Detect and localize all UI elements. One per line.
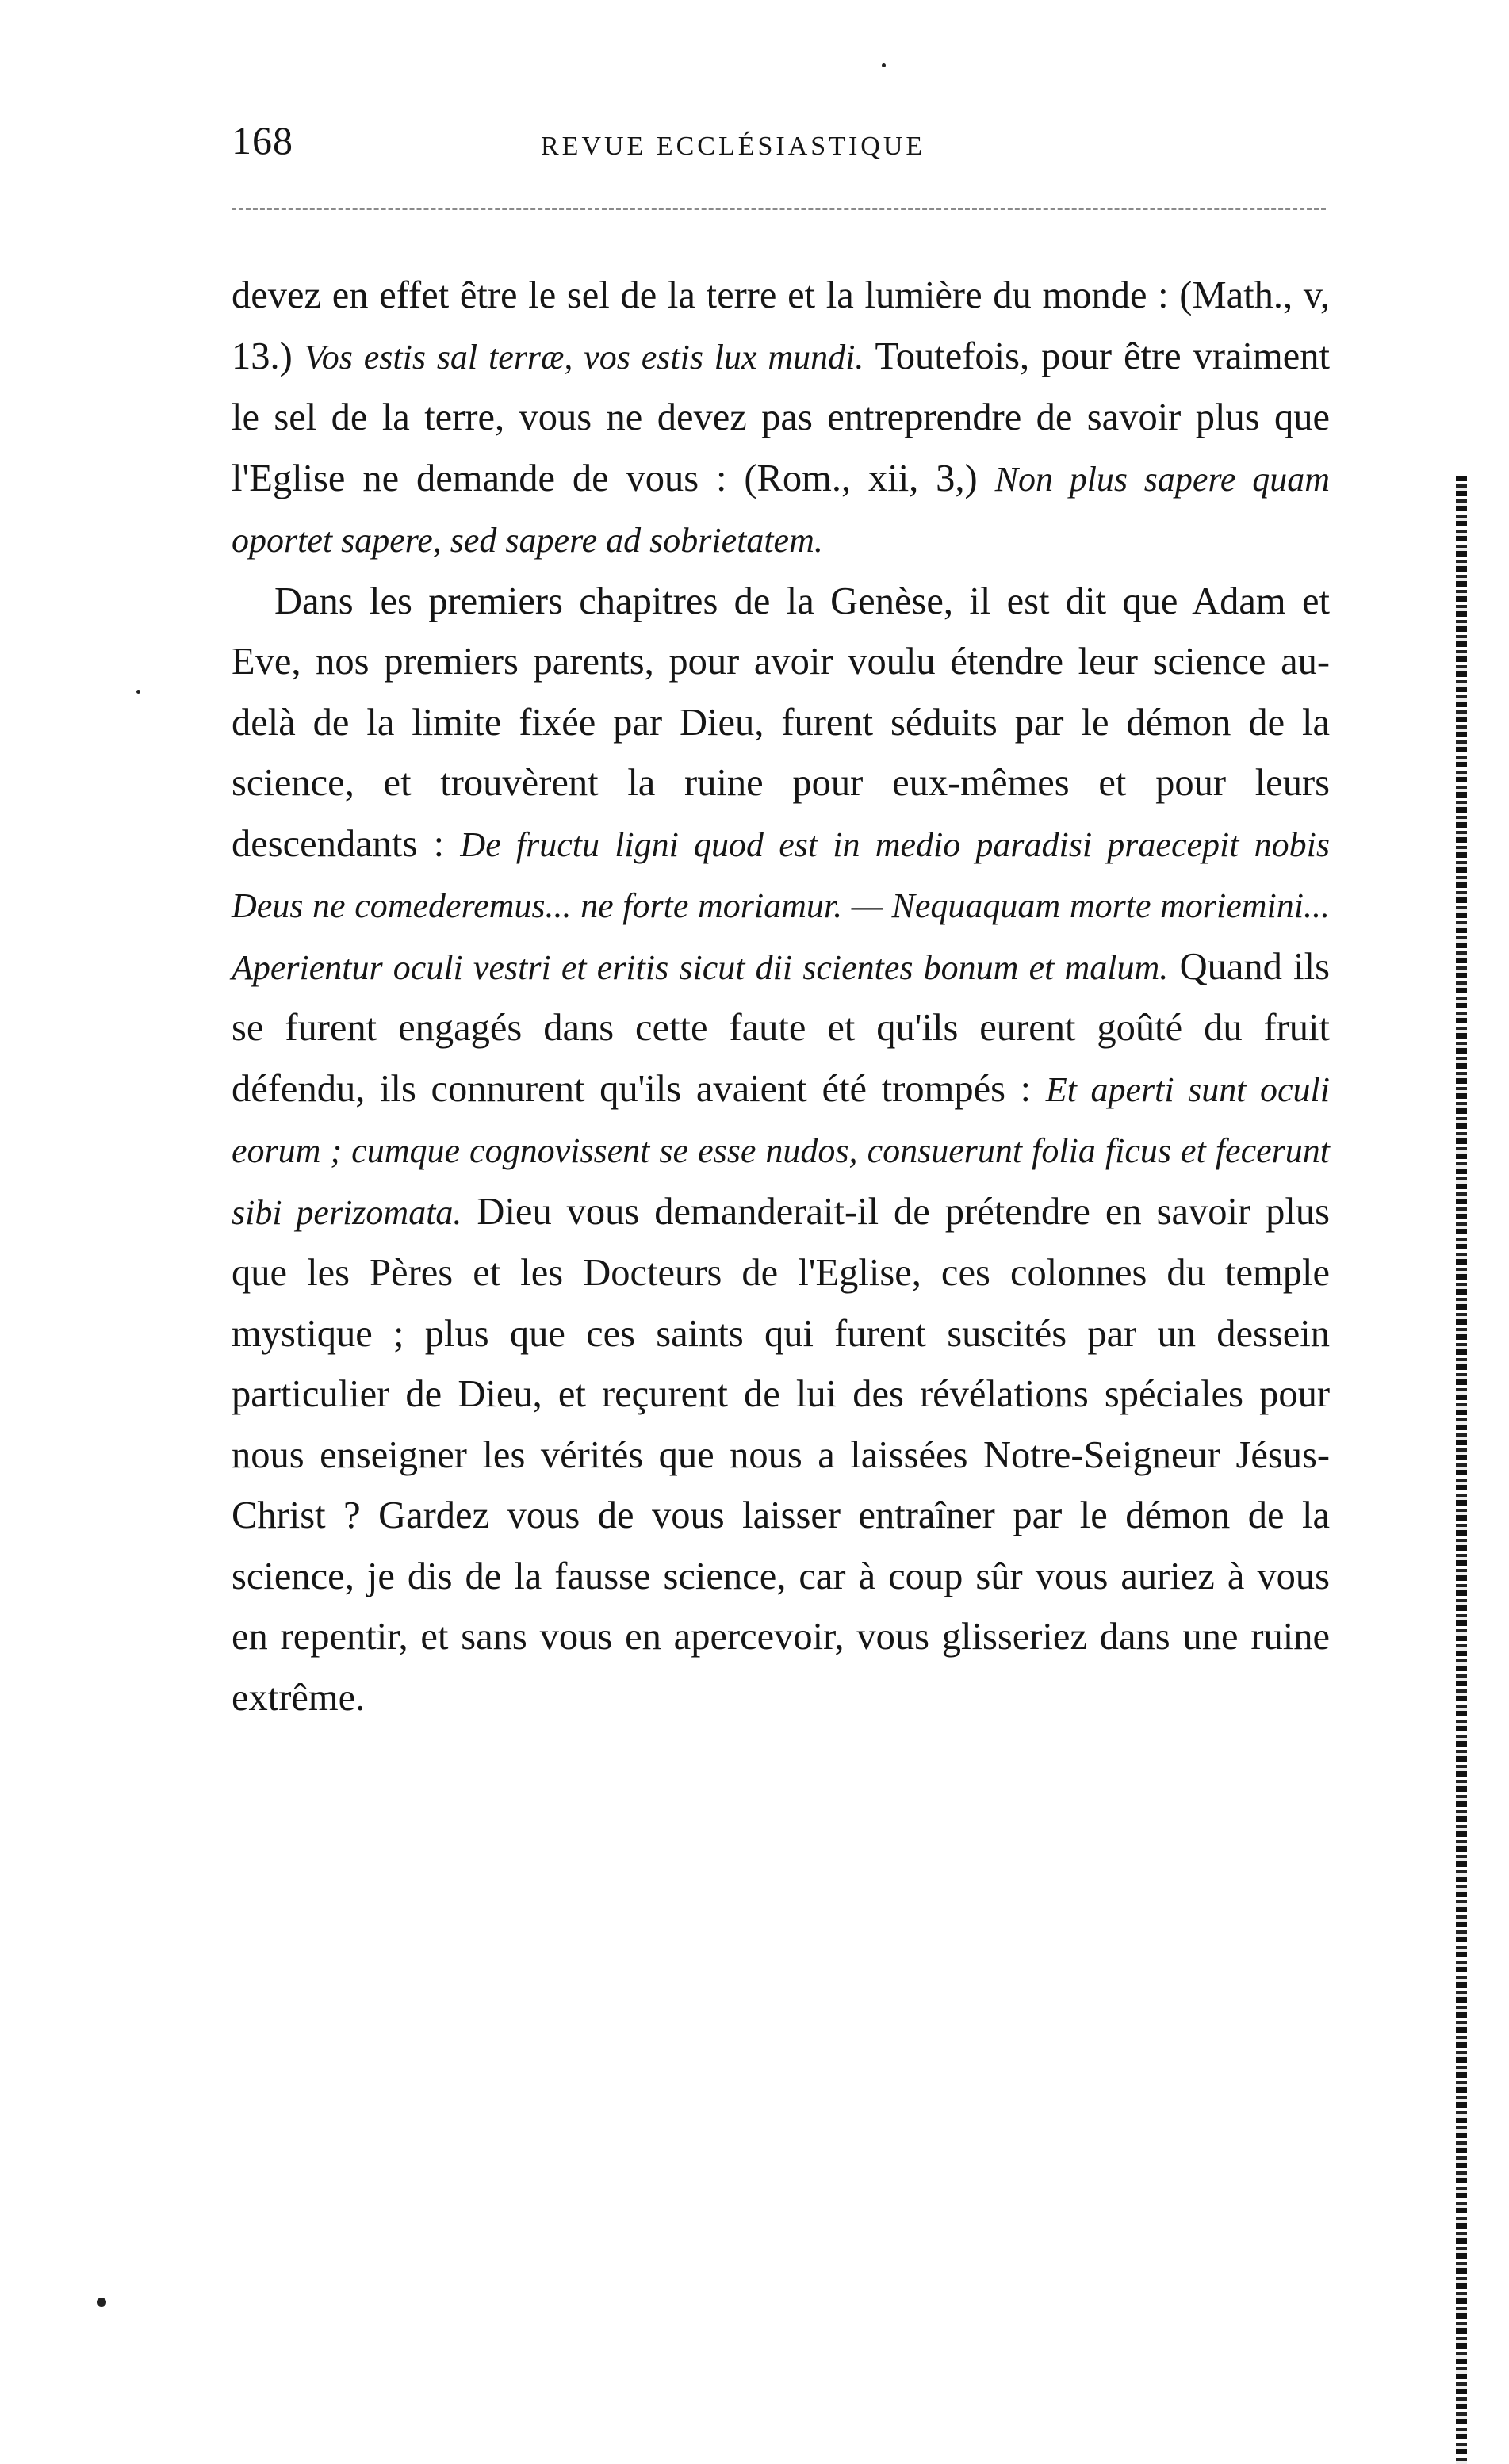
scan-edge-artifact <box>1456 476 1467 2464</box>
text-segment: Toutefois, pour être vraiment le sel de la terre, vous ne devez pas entreprendre de savoir plus que l'Eglise ne demande de vous : (Rom., xii, 3,) <box>232 335 1331 499</box>
page-header <box>232 117 1326 173</box>
text-segment: Quand ils se furent engagés dans cette faute et qu'ils eurent goûté du fruit défendu, ils connurent qu'ils avaient été trompés : <box>232 945 1330 1110</box>
scan-speck <box>97 2298 106 2307</box>
latin-quote: De fructu ligni quod est in medio paradisi praecepit nobis Deus ne comederemus... ne forte moriamur. — Nequaquam morte moriemini... Aperientur oculi vestri et eritis sicut dii scientes bonum et malum. <box>232 825 1330 987</box>
body-text <box>232 266 1330 1728</box>
paragraph <box>232 572 1330 1729</box>
text-segment: Dans les premiers chapitres de la Genèse, il est dit que Adam et Eve, nos premiers parents, pour avoir voulu étendre leur science au-delà de la limite fixée par Dieu, furent séduits par le démon de la science, et trouvèrent la ruine pour eux-mêmes et pour leurs descendants : <box>232 580 1330 865</box>
text-segment: Dieu vous demanderait-il de prétendre en savoir plus que les Pères et les Docteurs de l'Eglise, ces colonnes du temple mystique ; plus que ces saints qui furent suscités par un dessein particulier de Dieu, et reçurent de lui des révélations spéciales pour nous enseigner les vérités que nous a laissées Notre-Seigneur Jésus-Christ ? Gardez vous de vous laisser entraîner par le démon de la science, je dis de la fausse science, car à coup sûr vous auriez à vous en repentir, et sans vous en apercevoir, vous glisseriez dans une ruine extrême. <box>232 1190 1331 1719</box>
latin-quote: Vos estis sal terræ, vos estis lux mundi. <box>304 337 864 377</box>
latin-quote: Et aperti sunt oculi eorum ; cumque cognovissent se esse nudos, consuerunt folia ficus et fecerunt sibi perizomata. <box>232 1069 1331 1232</box>
paragraph <box>232 266 1330 572</box>
text-segment: devez en effet être le sel de la terre et la lumière du monde : (Math., v, 13.) <box>232 274 1330 377</box>
page-number: 168 <box>232 118 293 163</box>
scan-speck <box>136 690 140 694</box>
header-rule <box>232 208 1326 210</box>
running-title: REVUE ECCLÉSIASTIQUE <box>541 132 926 161</box>
latin-quote: Non plus sapere quam oportet sapere, sed sapere ad sobrietatem. <box>232 459 1330 560</box>
scan-speck <box>882 63 886 67</box>
